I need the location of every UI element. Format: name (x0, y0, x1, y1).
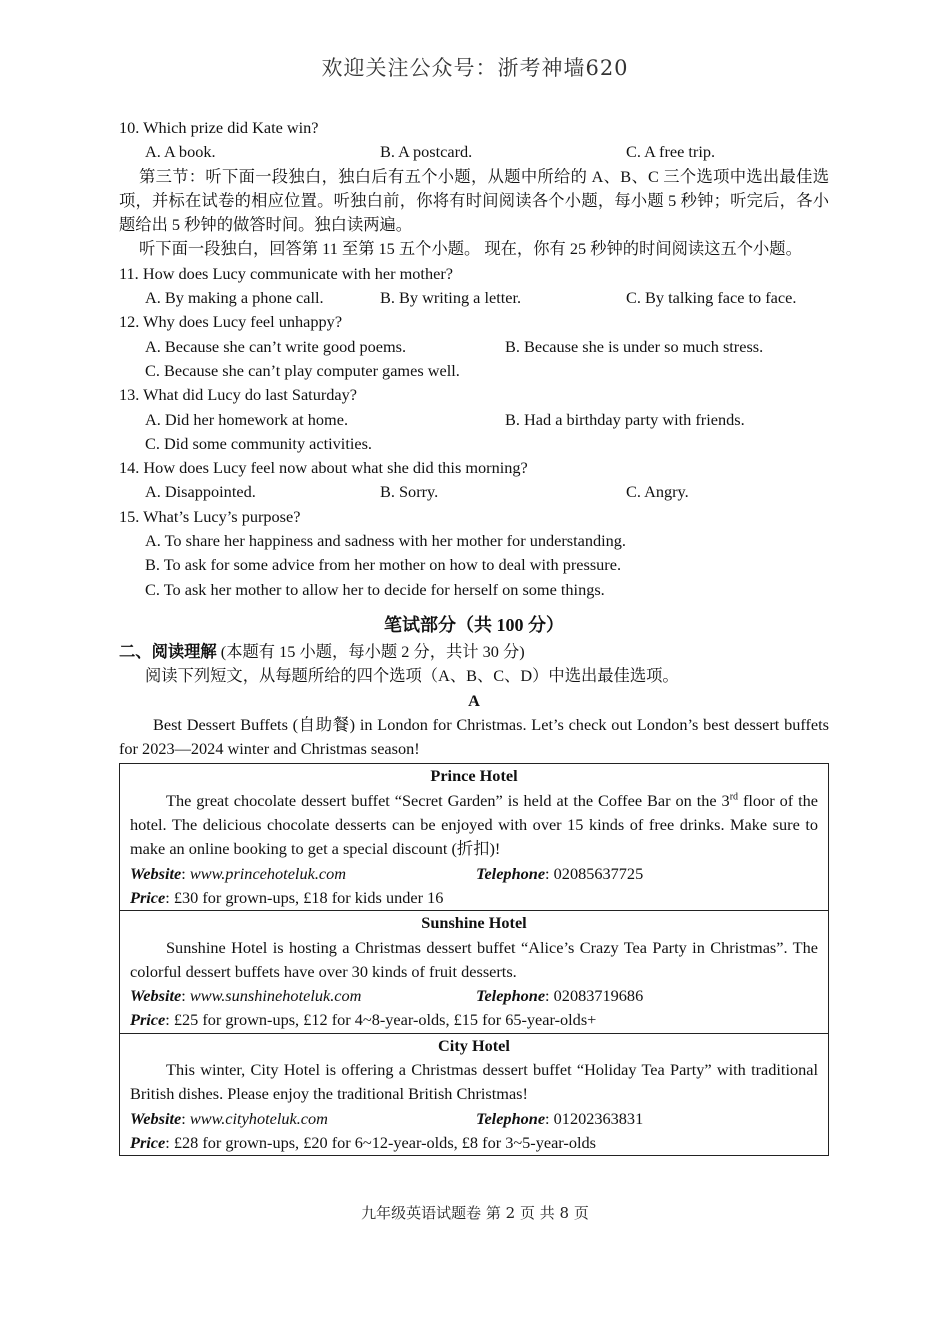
passage-label: A (468, 690, 480, 710)
hotel-telephone: 01202363831 (553, 1108, 644, 1128)
question-12: 12. Why does Lucy feel unhappy? (119, 312, 343, 332)
option-c: C. Because she can’t play computer games well. (145, 360, 460, 380)
passage-intro: Best Dessert Buffets (自助餐) in London for Christmas. Let’s check out London’s best dessert buffets for 2023—2024 winter and Christmas season! (119, 714, 829, 759)
hotel-prince (120, 764, 828, 911)
hotel-website: www.cityhoteluk.com (189, 1108, 328, 1128)
page-footer: 九年级英语试题卷 第 2 页 共 8 页 (361, 1204, 589, 1222)
hotel-sunshine (120, 911, 828, 1033)
question-13: 13. What did Lucy do last Saturday? (119, 385, 357, 405)
hotel-price: Price: £28 for grown-ups, £20 for 6~12-year-olds, £8 for 3~5-year-olds (130, 1132, 596, 1152)
option-a: A. To share her happiness and sadness with her mother for understanding. (145, 531, 627, 551)
option-c: C. Angry. (626, 482, 689, 502)
section3-instruction: 第三节：听下面一段独白，独白后有五个小题，从题中所给的 A、B、C 三个选项中选出最佳选项，并标在试卷的相应位置。听独白前，你将有时间阅读各个小题，每小题 5 秒钟；听完后，各小题给出 5 秒钟的做答时间。独白读两遍。 (119, 166, 829, 235)
part2-heading (119, 640, 829, 664)
hotel-price: Price: £25 for grown-ups, £12 for 4~8-year-olds, £15 for 65-year-olds+ (130, 1010, 597, 1030)
option-a: A. Did her homework at home. (145, 409, 349, 429)
section3-instruction-2: 听下面一段独白，回答第 11 至第 15 五个小题。 现在，你有 25 秒钟的时间阅读这五个小题。 (139, 239, 802, 259)
hotel-contact: Website: www.cityhoteluk.com Telephone: 01202363831 (130, 1108, 644, 1128)
hotel-description: The great chocolate dessert buffet “Secret Garden” is held at the Coffee Bar on the 3rd floor of the hotel. The delicious chocolate desserts can be enjoyed with over 15 kinds of free drinks. Make sure to make an online booking to get a special discount (折扣)! (130, 790, 818, 859)
hotel-city (120, 1034, 828, 1155)
option-c: C. A free trip. (626, 142, 716, 162)
question-15: 15. What’s Lucy’s purpose? (119, 506, 301, 526)
hotel-telephone: 02083719686 (553, 986, 644, 1006)
hotel-price: Price: £30 for grown-ups, £18 for kids under 16 (130, 887, 444, 907)
option-b: B. By writing a letter. (380, 288, 522, 308)
option-b: B. A postcard. (380, 142, 473, 162)
part2-note: (本题有 15 小题，每小题 2 分，共计 30 分) (220, 641, 525, 661)
question-10-options (119, 140, 829, 164)
hotel-name: Prince Hotel (430, 766, 518, 786)
option-b: B. Because she is under so much stress. (505, 336, 764, 356)
reading-instruction: 阅读下列短文，从每题所给的四个选项（A、B、C、D）中选出最佳选项。 (145, 666, 679, 686)
watermark-header: 欢迎关注公众号：浙考神墙620 (321, 56, 629, 80)
part2-title: 二、阅读理解 (119, 641, 217, 661)
hotel-telephone: 02085637725 (553, 863, 644, 883)
question-14-options (119, 480, 829, 504)
option-a: A. Because she can’t write good poems. (145, 336, 407, 356)
hotel-website: www.princehoteluk.com (189, 863, 347, 883)
question-13-options (119, 408, 829, 432)
question-12-options (119, 335, 829, 359)
option-c: C. By talking face to face. (626, 288, 797, 308)
option-a: A. Disappointed. (145, 482, 256, 502)
exam-page (119, 116, 829, 1156)
option-c: C. To ask her mother to allow her to decide for herself on some things. (145, 579, 605, 599)
option-b: B. To ask for some advice from her mother on how to deal with pressure. (145, 555, 622, 575)
hotel-name: Sunshine Hotel (421, 913, 527, 933)
option-b: B. Had a birthday party with friends. (505, 409, 745, 429)
option-a: A. By making a phone call. (145, 288, 324, 308)
question-10: 10. Which prize did Kate win? (119, 118, 319, 137)
option-b: B. Sorry. (380, 482, 439, 502)
hotels-table (119, 763, 829, 1156)
hotel-website: www.sunshinehoteluk.com (189, 986, 362, 1006)
hotel-contact: Website: www.sunshinehoteluk.com Telephone: 02083719686 (130, 986, 644, 1006)
question-11: 11. How does Lucy communicate with her mother? (119, 263, 453, 283)
hotel-description: This winter, City Hotel is offering a Christmas dessert buffet “Holiday Tea Party” with traditional British dishes. Please enjoy the traditional British Christmas! (130, 1059, 818, 1104)
written-section-title: 笔试部分（共 100 分） (384, 614, 564, 635)
question-11-options (119, 286, 829, 310)
hotel-contact: Website: www.princehoteluk.com Telephone: 02085637725 (130, 863, 644, 883)
hotel-description: Sunshine Hotel is hosting a Christmas dessert buffet “Alice’s Crazy Tea Party in Christmas”. The colorful dessert buffets have over 30 kinds of fruit desserts. (130, 937, 818, 981)
hotel-name: City Hotel (438, 1035, 510, 1055)
question-14: 14. How does Lucy feel now about what she did this morning? (119, 458, 528, 478)
option-a: A. A book. (145, 142, 216, 162)
option-c: C. Did some community activities. (145, 433, 373, 453)
